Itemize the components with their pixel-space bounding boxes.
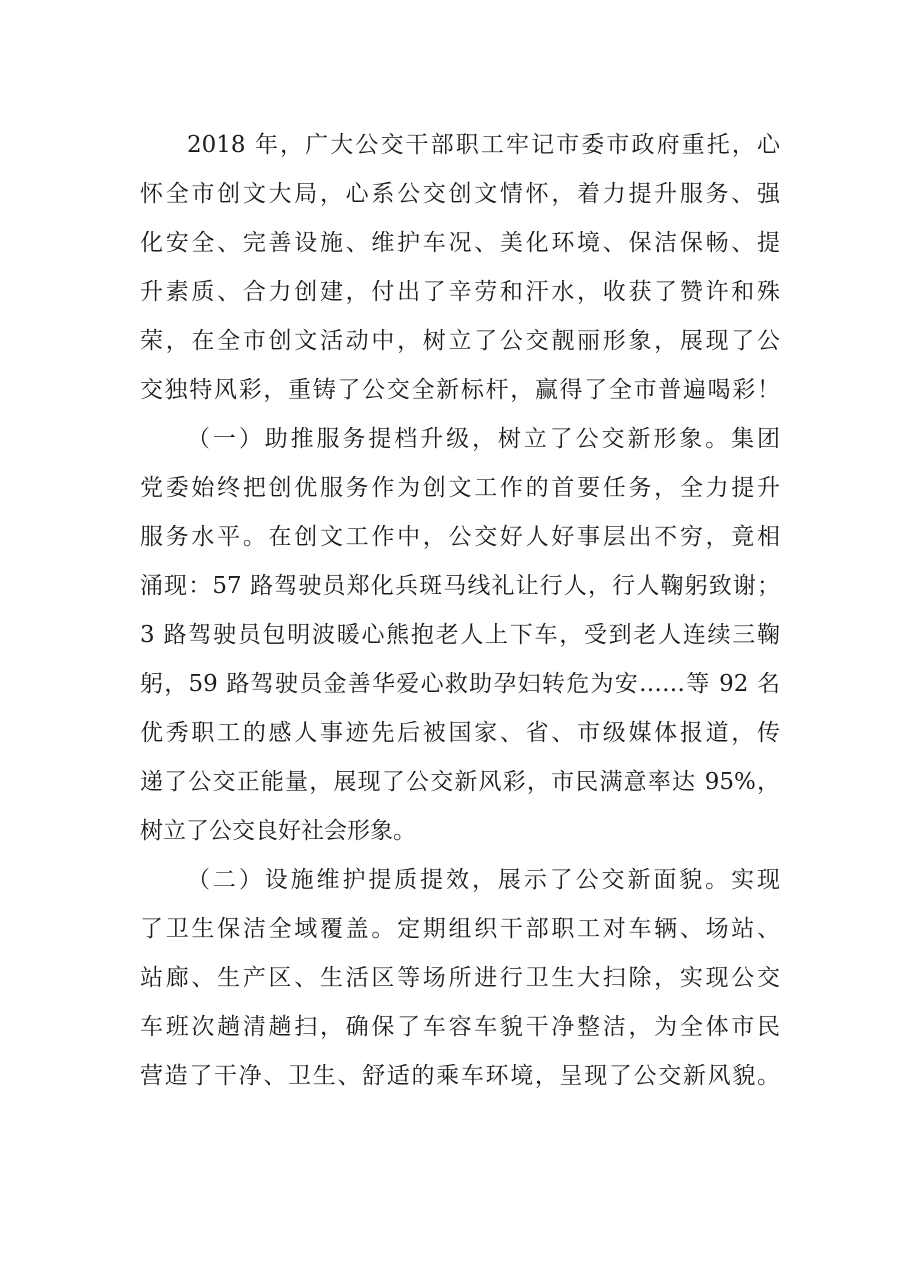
paragraph-1-line-3: 化安全、完善设施、维护车况、美化环境、保洁保畅、提 bbox=[140, 230, 780, 256]
paragraph-1-line-6: 交独特风彩，重铸了公交全新标杆，赢得了全市普遍喝彩！ bbox=[140, 377, 780, 403]
paragraph-1-line-2: 怀全市创文大局，心系公交创文情怀，着力提升服务、强 bbox=[140, 181, 780, 207]
paragraph-2-line-5: 3 路驾驶员包明波暖心熊抱老人上下车，受到老人连续三鞠 bbox=[140, 622, 780, 648]
paragraph-2-line-7: 优秀职工的感人事迹先后被国家、省、市级媒体报道，传 bbox=[140, 720, 780, 746]
paragraph-3-line-3: 站廊、生产区、生活区等场所进行卫生大扫除，实现公交 bbox=[140, 965, 780, 991]
paragraph-1-line-1: 2018 年，广大公交干部职工牢记市委市政府重托，心 bbox=[187, 132, 780, 158]
paragraph-2-line-4: 涌现：57 路驾驶员郑化兵斑马线礼让行人，行人鞠躬致谢； bbox=[140, 573, 780, 599]
paragraph-3-line-2: 了卫生保洁全域覆盖。定期组织干部职工对车辆、场站、 bbox=[140, 916, 780, 942]
paragraph-3-line-1: （二）设施维护提质提效，展示了公交新面貌。实现 bbox=[187, 867, 780, 893]
paragraph-3-line-4: 车班次趟清趟扫，确保了车容车貌干净整洁，为全体市民 bbox=[140, 1014, 780, 1040]
paragraph-1-line-4: 升素质、合力创建，付出了辛劳和汗水，收获了赞许和殊 bbox=[140, 279, 780, 305]
paragraph-2-line-9: 树立了公交良好社会形象。 bbox=[140, 818, 416, 844]
paragraph-2-line-2: 党委始终把创优服务作为创文工作的首要任务，全力提升 bbox=[140, 475, 780, 501]
paragraph-2-line-8: 递了公交正能量，展现了公交新风彩，市民满意率达 95%， bbox=[140, 769, 780, 795]
paragraph-2-line-6: 躬，59 路驾驶员金善华爱心救助孕妇转危为安……等 92 名 bbox=[140, 671, 780, 697]
paragraph-2-line-1: （一）助推服务提档升级，树立了公交新形象。集团 bbox=[187, 426, 780, 452]
paragraph-2-line-3: 服务水平。在创文工作中，公交好人好事层出不穷，竟相 bbox=[140, 524, 780, 550]
paragraph-3-line-5: 营造了干净、卫生、舒适的乘车环境，呈现了公交新风貌。 bbox=[140, 1063, 780, 1089]
paragraph-1-line-5: 荣，在全市创文活动中，树立了公交靓丽形象，展现了公 bbox=[140, 328, 780, 354]
